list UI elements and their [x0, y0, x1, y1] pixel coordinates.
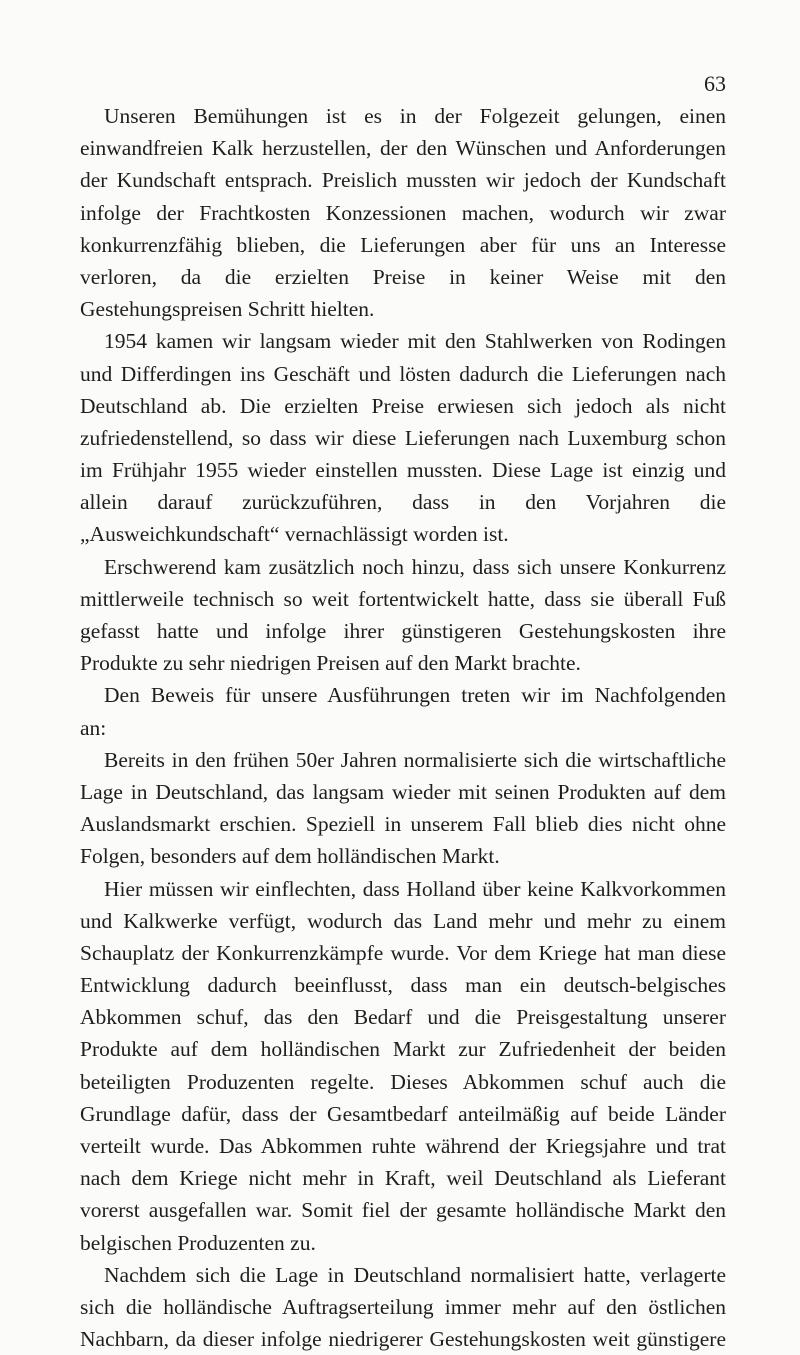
text-line: Auslandsmarkt erschien. Speziell in unserem Fall blieb dies nicht ohne: [80, 812, 726, 837]
text-line: verteilt wurde. Das Abkommen ruhte während der Kriegsjahre und trat: [80, 1134, 726, 1158]
text-line: und Kalkwerke verfügt, wodurch das Land mehr und mehr zu einem: [80, 908, 726, 933]
paragraph-first-line: Den Beweis für unsere Ausführungen treten wir im Nachfolgenden: [104, 683, 726, 708]
text-line: sich die holländische Auftragserteilung immer mehr auf den östlichen: [80, 1294, 726, 1319]
text-line: Entwicklung dadurch beeinflusst, dass man ein deutsch-belgisches: [80, 973, 726, 998]
paragraph-first-line: Nachdem sich die Lage in Deutschland normalisiert hatte, verlagerte: [104, 1262, 726, 1287]
text-line: belgischen Produzenten zu.: [80, 1230, 316, 1255]
text-line: allein darauf zurückzuführen, dass in den Vorjahren die: [80, 490, 726, 515]
text-line: einwandfreien Kalk herzustellen, der den Wünschen und Anforderungen: [80, 136, 726, 161]
text-line: Nachbarn, da dieser infolge niedrigerer Gestehungskosten weit günstigere: [80, 1327, 726, 1352]
paragraph-first-line: Unseren Bemühungen ist es in der Folgezeit gelungen, einen: [104, 104, 726, 128]
text-line: nach dem Kriege nicht mehr in Kraft, weil Deutschland als Lieferant: [80, 1166, 726, 1191]
text-line: verloren, da die erzielten Preise in keiner Weise mit den: [80, 264, 726, 289]
text-line: im Frühjahr 1955 wieder einstellen mussten. Diese Lage ist einzig und: [80, 458, 726, 483]
text-line: Folgen, besonders auf dem holländischen Markt.: [80, 844, 500, 869]
text-line: mittlerweile technisch so weit fortentwickelt hatte, dass sie überall Fuß: [80, 586, 726, 611]
text-line: beteiligten Produzenten regelte. Dieses Abkommen schuf auch die: [80, 1069, 726, 1094]
text-line: infolge der Frachtkosten Konzessionen machen, wodurch wir zwar: [80, 200, 726, 225]
text-line: Grundlage dafür, dass der Gesamtbedarf anteilmäßig auf beide Länder: [80, 1101, 726, 1126]
paragraph-first-line: 1954 kamen wir langsam wieder mit den Stahlwerken von Rodingen: [104, 329, 726, 354]
text-line: vorerst ausgefallen war. Somit fiel der gesamte holländische Markt den: [80, 1198, 726, 1223]
text-line: und Differdingen ins Geschäft und lösten dadurch die Lieferungen nach: [80, 361, 726, 386]
text-line: Deutschland ab. Die erzielten Preise erwiesen sich jedoch als nicht: [80, 393, 726, 418]
paragraph-first-line: Bereits in den frühen 50er Jahren normalisierte sich die wirtschaftliche: [104, 747, 726, 772]
text-line: Abkommen schuf, das den Bedarf und die Preisgestaltung unserer: [80, 1005, 726, 1030]
paragraph-first-line: Hier müssen wir einflechten, dass Holland über keine Kalkvorkommen: [104, 876, 726, 901]
paragraph-first-line: Erschwerend kam zusätzlich noch hinzu, dass sich unsere Konkurrenz: [104, 554, 726, 579]
page-number: 63: [704, 71, 726, 96]
text-line: Gestehungspreisen Schritt hielten.: [80, 297, 375, 322]
text-line: Lage in Deutschland, das langsam wieder mit seinen Produkten auf dem: [80, 779, 726, 804]
text-line: gefasst hatte und infolge ihrer günstigeren Gestehungskosten ihre: [80, 619, 726, 643]
text-line: an:: [80, 715, 107, 740]
body-text: [80, 100, 726, 1355]
text-line: der Kundschaft entsprach. Preislich mussten wir jedoch der Kundschaft: [80, 168, 726, 193]
text-line: zufriedenstellend, so dass wir diese Lieferungen nach Luxemburg schon: [80, 425, 726, 450]
text-line: konkurrenzfähig blieben, die Lieferungen aber für uns an Interesse: [80, 232, 726, 257]
text-line: Produkte auf dem holländischen Markt zur Zufriedenheit der beiden: [80, 1037, 726, 1062]
text-line: Schauplatz der Konkurrenzkämpfe wurde. Vor dem Kriege hat man diese: [80, 940, 726, 965]
text-line: Produkte zu sehr niedrigen Preisen auf den Markt brachte.: [80, 651, 581, 676]
text-line: „Ausweichkundschaft“ vernachlässigt worden ist.: [80, 522, 509, 547]
